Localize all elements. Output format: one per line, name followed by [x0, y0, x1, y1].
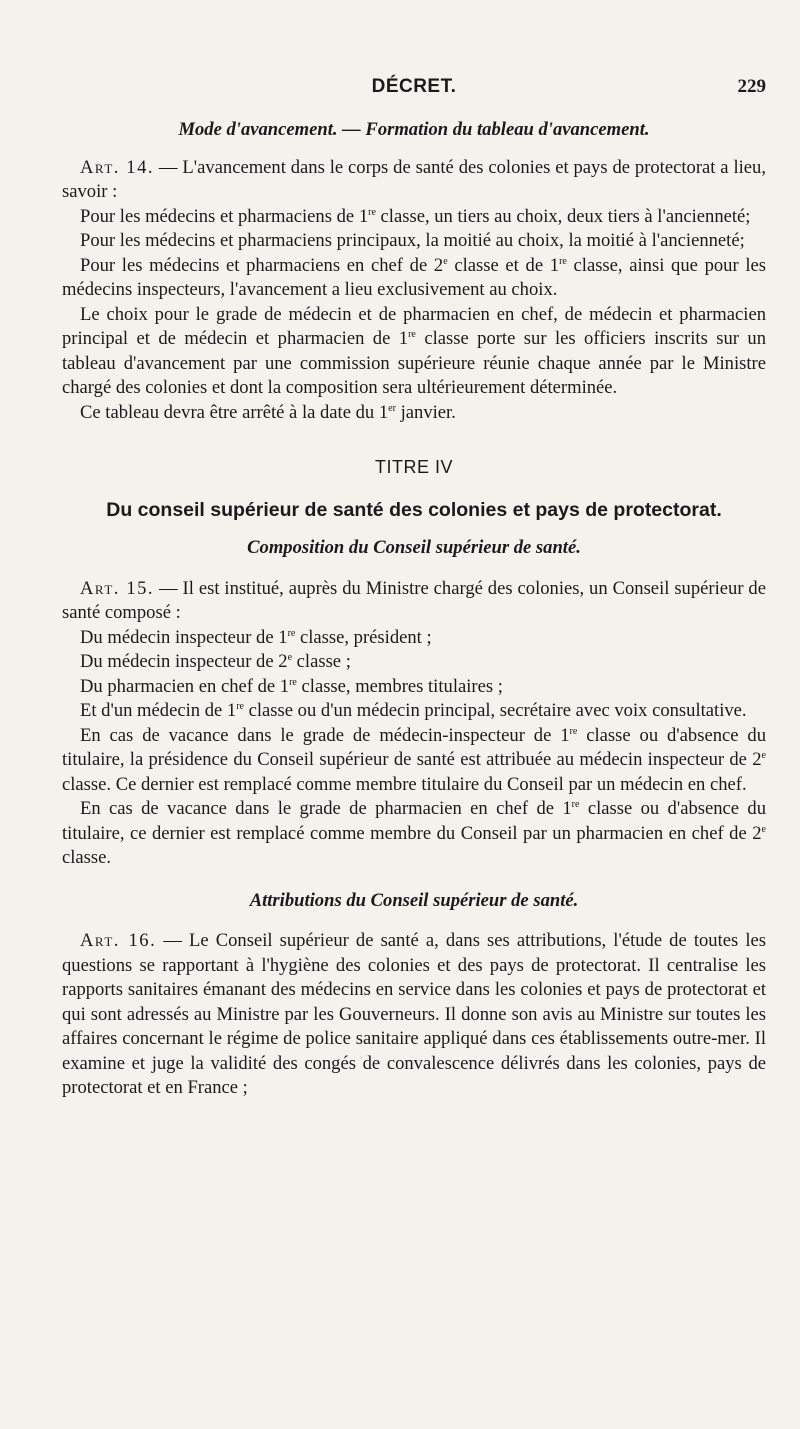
section-heading-avancement: Mode d'avancement. — Formation du tableau d'avancement. — [178, 119, 650, 140]
article-15 — [62, 577, 766, 626]
paragraph: Pour les médecins et pharmaciens principaux, la moitié au choix, la moitié à l'ancienneté; — [80, 230, 745, 251]
paragraph: En cas de vacance dans le grade de pharmacien en chef de 1re classe ou d'absence du titulaire, ce dernier est remplacé comme membre du Conseil par un pharmacien en chef de 2e classe. — [62, 798, 766, 868]
titre-subtitle: Du conseil supérieur de santé des colonies et pays de protectorat. — [106, 498, 722, 521]
article-16 — [62, 929, 766, 1101]
paragraph: En cas de vacance dans le grade de médecin-inspecteur de 1re classe ou d'absence du titulaire, la présidence du Conseil supérieur de santé est attribuée au médecin inspecteur de 2e classe. Ce dernier est remplacé comme membre titulaire du Conseil par un médecin en chef. — [62, 724, 766, 795]
page-number: 229 — [737, 76, 766, 97]
section-heading-attributions: Attributions du Conseil supérieur de santé. — [249, 889, 579, 911]
page-header — [62, 76, 766, 100]
paragraph: Pour les médecins et pharmaciens en chef de 2e classe et de 1re classe, ainsi que pour les médecins inspecteurs, l'avancement a lieu exclusivement au choix. — [62, 254, 766, 300]
list-item: Du médecin inspecteur de 1re classe, président ; — [80, 626, 432, 648]
list-item: Et d'un médecin de 1re classe ou d'un médecin principal, secrétaire avec voix consultative. — [80, 700, 747, 721]
list-item: Du pharmacien en chef de 1re classe, membres titulaires ; — [80, 675, 503, 697]
paragraph: Pour les médecins et pharmaciens de 1re classe, un tiers au choix, deux tiers à l'ancienneté; — [80, 205, 751, 227]
section-heading-composition: Composition du Conseil supérieur de santé. — [247, 537, 581, 558]
article-text: — Le Conseil supérieur de santé a, dans ses attributions, l'étude de toutes les questions se rapportant à l'hygiène des colonies et des pays de protectorat. Il centralise les rapports sanitaires émanant des médecins en service dans les colonies et pays de protectorat et qui sont adressés au Ministre par les Gouverneurs. Il donne son avis au Ministre sur toutes les affaires concernant le régime de police sanitaire appliqué dans ces établissements outre-mer. Il examine et juge la validité des congés de convalescence délivrés dans les colonies, pays de protectorat et en France ; — [62, 930, 766, 1098]
titre-heading: TITRE IV — [374, 457, 453, 477]
article-14 — [62, 156, 766, 205]
article-label: Art. 15. — [80, 577, 155, 599]
running-title: DÉCRET. — [371, 76, 457, 97]
article-label: Art. 16. — [80, 930, 157, 951]
article-label: Art. 14. — [80, 156, 155, 178]
article-text: — Il est institué, auprès du Ministre chargé des colonies, un Conseil supérieur de santé composé : — [62, 577, 766, 623]
page-body — [62, 118, 766, 1101]
list-item: Du médecin inspecteur de 2e classe ; — [80, 651, 351, 672]
paragraph: Ce tableau devra être arrêté à la date du 1er janvier. — [80, 401, 456, 423]
paragraph: Le choix pour le grade de médecin et de pharmacien en chef, de médecin et pharmacien principal et de médecin et pharmacien de 1re classe porte sur les officiers inscrits sur un tableau d'avancement par une commission supérieure réunie chaque année par le Ministre chargé des colonies et dont la composition sera ultérieurement déterminée. — [62, 303, 766, 398]
article-text: — L'avancement dans le corps de santé des colonies et pays de protectorat a lieu, savoir : — [62, 156, 766, 202]
